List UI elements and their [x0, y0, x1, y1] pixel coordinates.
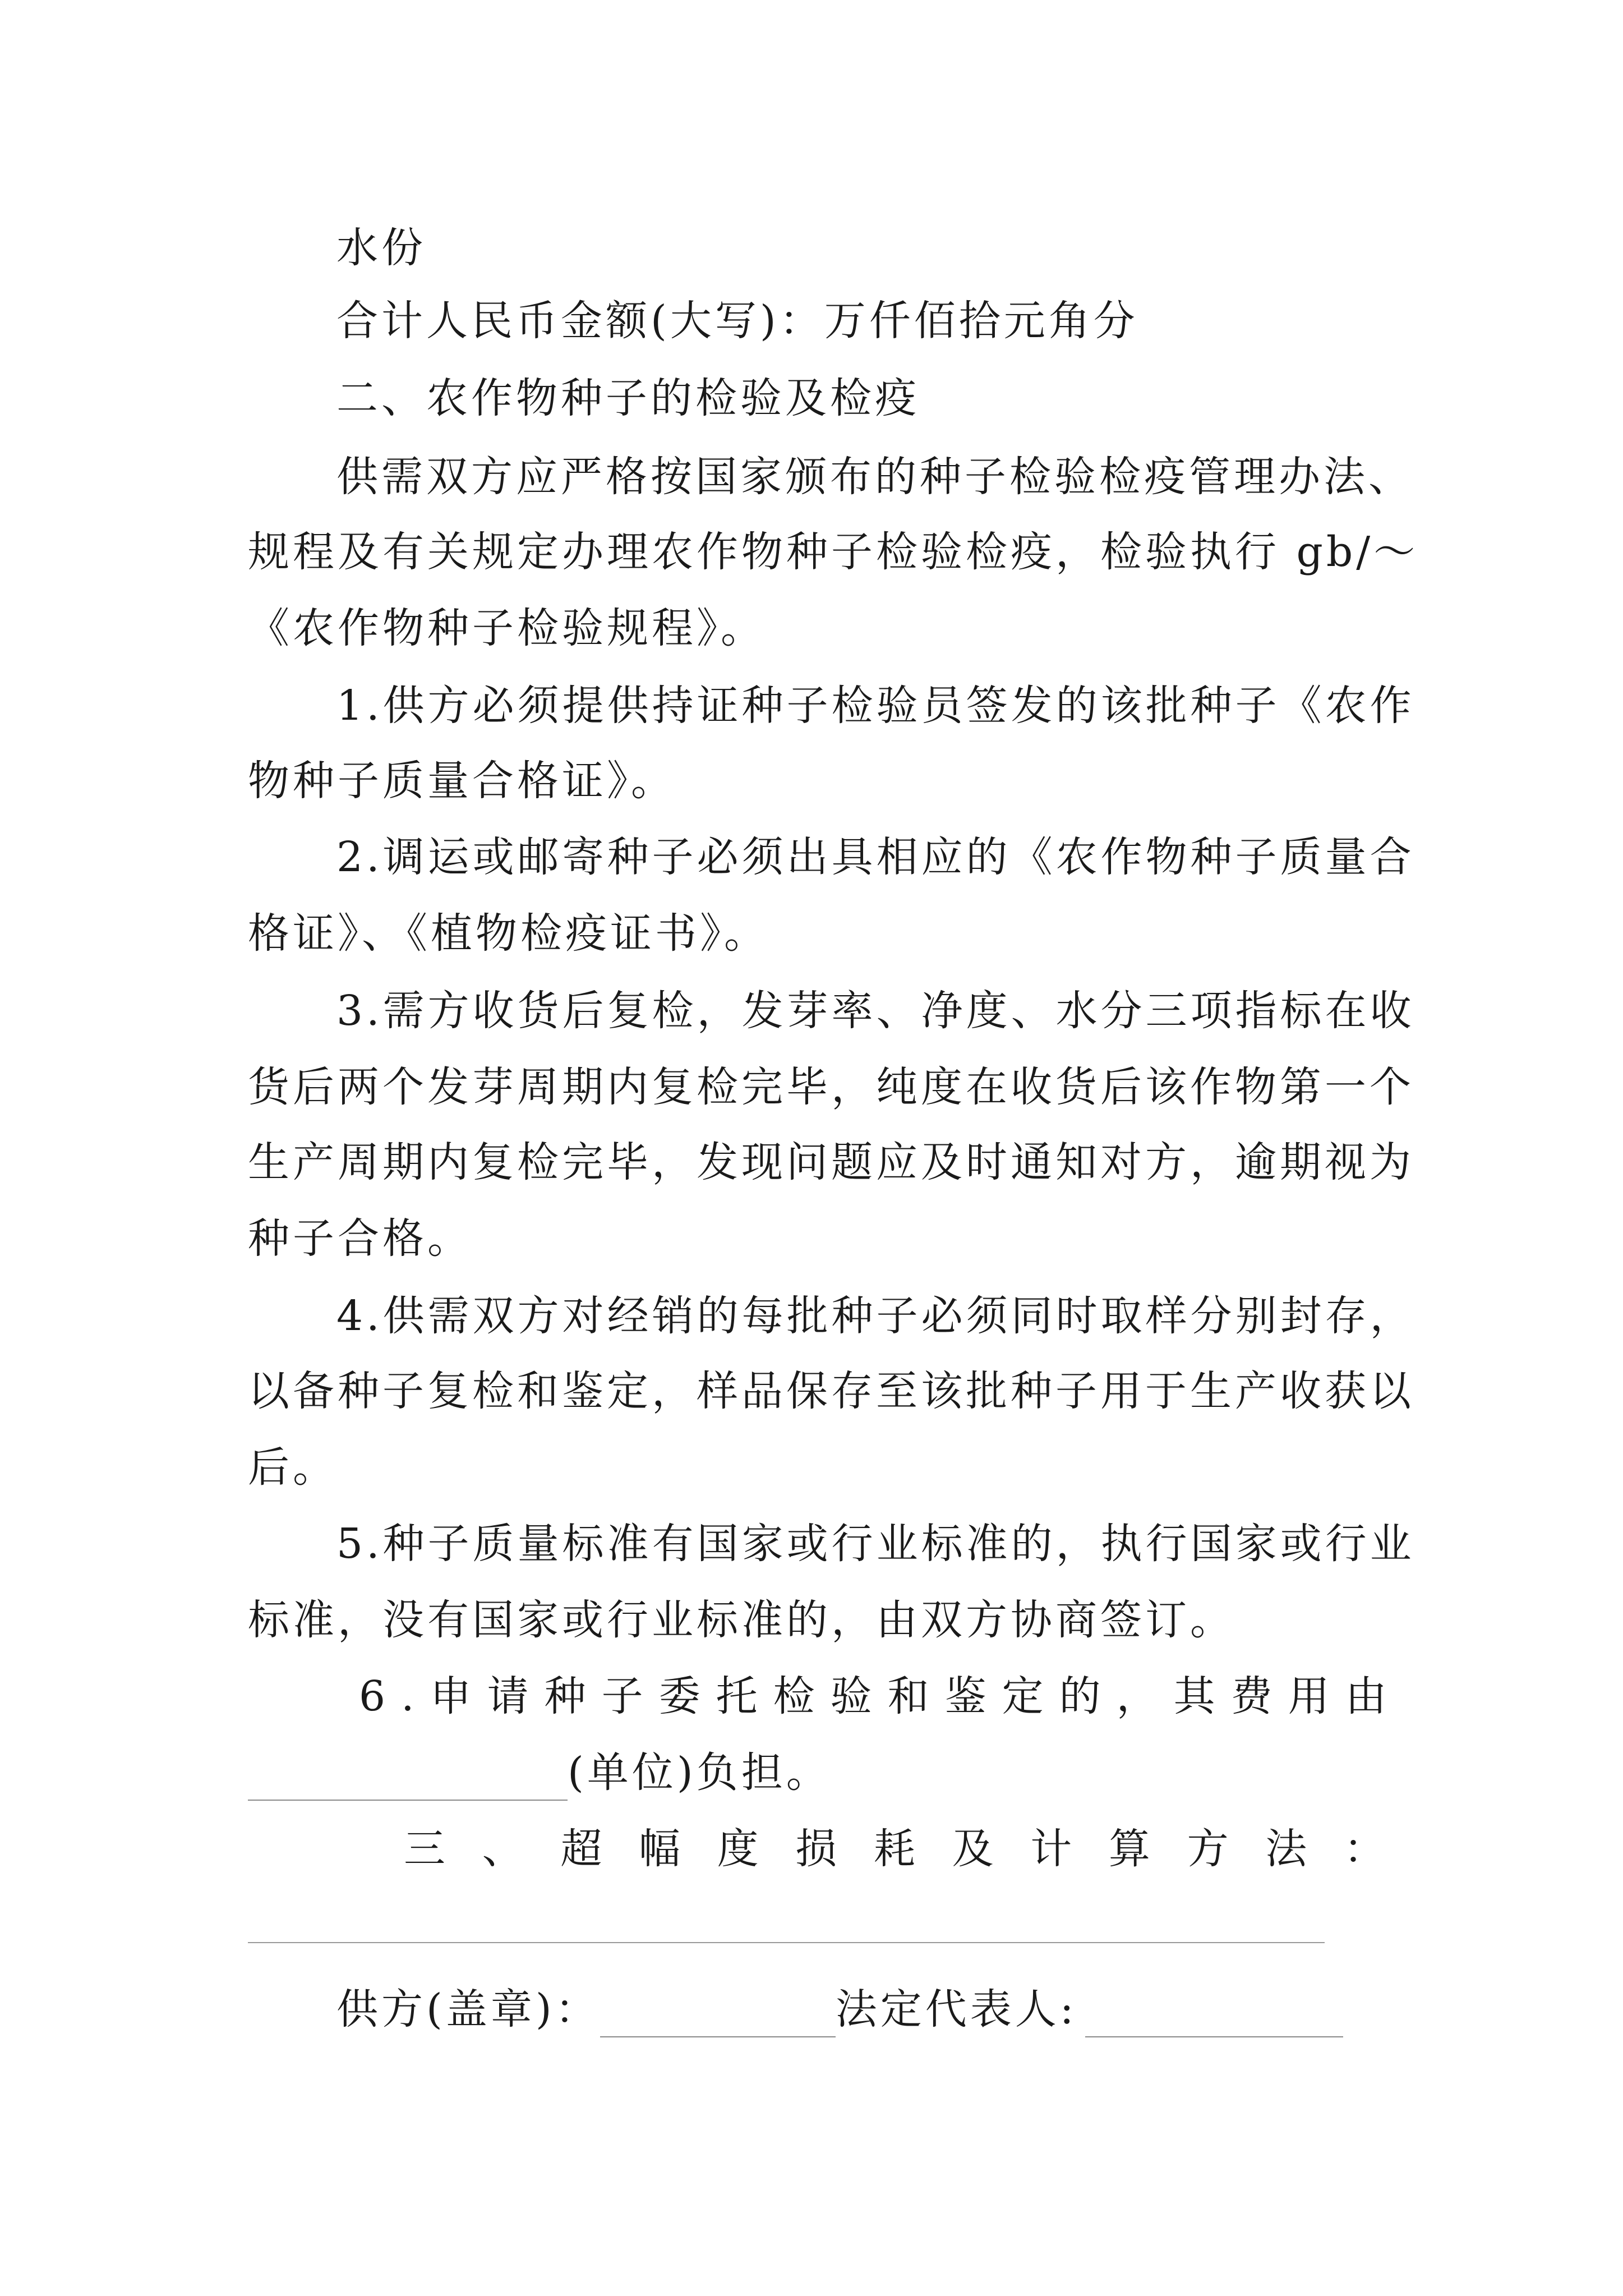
- loss-method-blank-line[interactable]: [248, 1942, 1325, 1943]
- list-item-2-line: 2.调运或邮寄种子必须出具相应的《农作物种子质量合: [336, 833, 1415, 881]
- heading-char: ：: [1343, 1825, 1385, 1873]
- section-heading-loss-calculation: [404, 1821, 1385, 1877]
- cost-payer-blank[interactable]: [248, 1760, 568, 1801]
- heading-char: 、: [482, 1825, 524, 1873]
- paragraph-line: 规程及有关规定办理农作物种子检验检疫，检验执行 gb/～: [248, 528, 1419, 576]
- paragraph-line: 供需双方应严格按国家颁布的种子检验检疫管理办法、: [336, 453, 1413, 501]
- list-item-1-line: 物种子质量合格证》。: [248, 757, 676, 805]
- heading-char: 三: [404, 1825, 445, 1873]
- heading-char: 超: [560, 1825, 602, 1873]
- list-item-5-line: 5.种子质量标准有国家或行业标准的，执行国家或行业: [336, 1520, 1415, 1568]
- heading-char: 耗: [873, 1825, 915, 1873]
- list-item-4-line: 以备种子复检和鉴定，样品保存至该批种子用于生产收获以: [248, 1367, 1414, 1415]
- heading-char: 方: [1187, 1825, 1229, 1873]
- paragraph-line: 《农作物种子检验规程》。: [248, 604, 766, 652]
- list-item-4-line: 4.供需双方对经销的每批种子必须同时取样分别封存，: [336, 1292, 1415, 1340]
- legal-rep-blank[interactable]: [1085, 1997, 1343, 2037]
- heading-char: 幅: [638, 1825, 680, 1873]
- heading-char: 度: [717, 1825, 759, 1873]
- heading-char: 计: [1030, 1825, 1072, 1873]
- section-heading-inspection: 二、农作物种子的检验及检疫: [336, 374, 920, 422]
- legal-rep-label: 法定代表人:: [835, 1985, 1077, 2033]
- list-item-5-line: 标准，没有国家或行业标准的，由双方协商签订。: [248, 1596, 1235, 1644]
- list-item-2-line: 格证》、《植物检疫证书》。: [248, 909, 769, 958]
- text-line-water-content: 水份: [336, 224, 426, 272]
- list-item-3-line: 货后两个发芽周期内复检完毕，纯度在收货后该作物第一个: [248, 1063, 1414, 1111]
- text-line-total-amount: 合计人民币金额(大写)：万仟佰拾元角分: [336, 297, 1138, 345]
- list-item-3-line: 生产周期内复检完毕，发现问题应及时通知对方，逾期视为: [248, 1138, 1414, 1186]
- heading-char: 损: [795, 1825, 837, 1873]
- list-item-6-line: 6.申请种子委托检验和鉴定的，其费用由: [359, 1672, 1403, 1720]
- list-item-1-line: 1.供方必须提供持证种子检验员签发的该批种子《农作: [336, 682, 1415, 730]
- heading-char: 及: [952, 1825, 994, 1873]
- list-item-3-line: 种子合格。: [248, 1214, 472, 1263]
- list-item-6-line-2: [248, 1745, 1386, 1801]
- supplier-seal-label: 供方(盖章)：: [336, 1985, 600, 2033]
- list-item-3-line: 3.需方收货后复检，发芽率、净度、水分三项指标在收: [336, 987, 1415, 1035]
- unit-bears-text: (单位)负担。: [568, 1749, 831, 1797]
- signature-line: [336, 1981, 1391, 2037]
- supplier-seal-blank[interactable]: [600, 1997, 836, 2037]
- heading-char: 法: [1265, 1825, 1307, 1873]
- heading-char: 算: [1108, 1825, 1150, 1873]
- list-item-4-line: 后。: [248, 1443, 338, 1492]
